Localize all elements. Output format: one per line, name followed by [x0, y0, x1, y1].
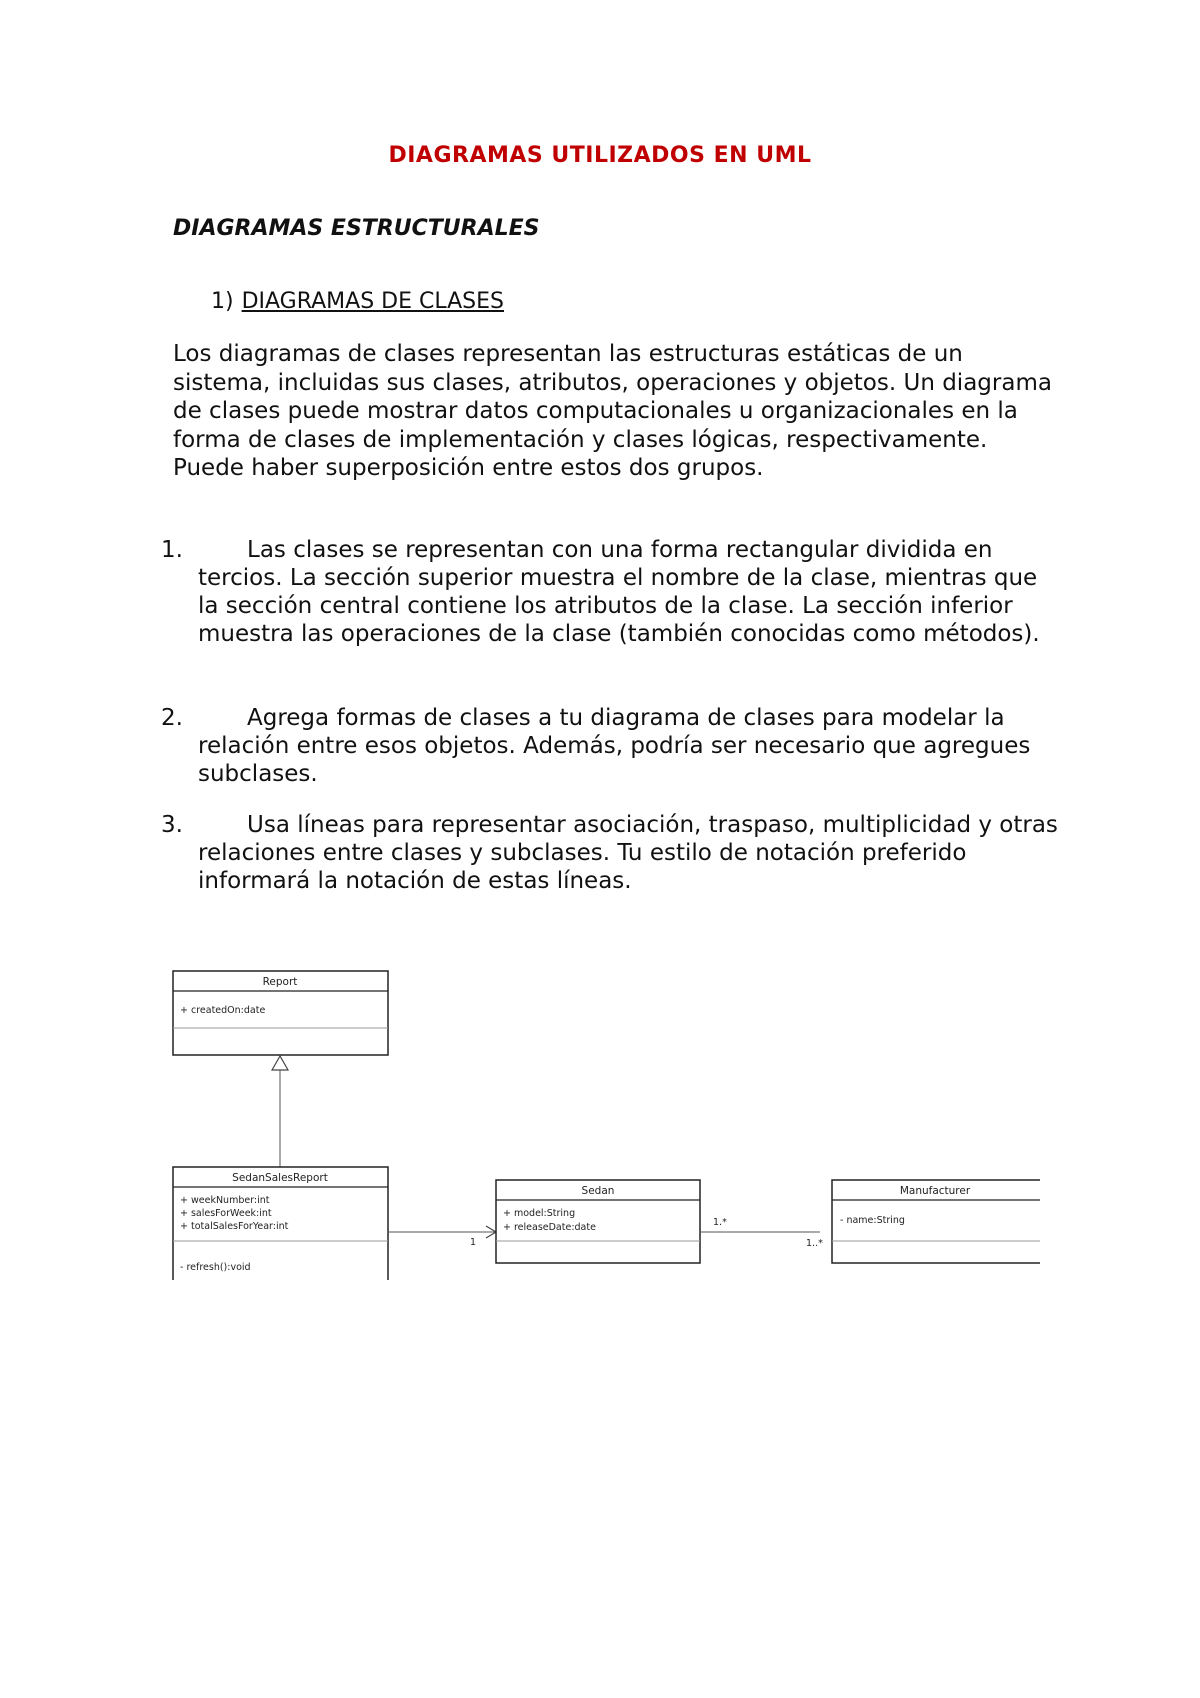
multiplicity-label: 1 [470, 1237, 477, 1248]
multiplicity-label: 1..* [806, 1238, 823, 1249]
generalization-triangle [272, 1056, 288, 1070]
class-report-name: Report [262, 976, 298, 988]
list-item-text: Las clases se representan con una forma rectangular dividida en tercios. La sección superior muestra el nombre de la clase, mientras que la sección central contiene los atributos de la clase. La sección inferior muestra las operaciones de la clase (también conocidas como métodos). [198, 537, 1040, 647]
list-item-number: 2. [161, 705, 183, 731]
class-attribute: - name:String [840, 1215, 905, 1226]
subsection-heading [211, 289, 504, 314]
class-attribute: + totalSalesForYear:int [180, 1221, 289, 1232]
class-sedan-name: Sedan [581, 1185, 615, 1197]
list-item [161, 811, 1061, 895]
list-item [161, 704, 1061, 788]
generalization-arrow [272, 1056, 288, 1167]
intro-paragraph: Los diagramas de clases representan las estructuras estáticas de un sistema, incluidas sus clases, atributos, operaciones y objetos. Un diagrama de clases puede mostrar datos computacionales u organizacionales en la forma de clases de implementación y clases lógicas, respectivamente. Puede haber superposición entre estos dos grupos. [173, 341, 1052, 482]
section-heading: DIAGRAMAS ESTRUCTURALES [173, 216, 540, 241]
class-report [173, 971, 388, 1055]
uml-class-diagram [170, 970, 1040, 1280]
class-attribute: + salesForWeek:int [180, 1208, 272, 1219]
subsection-number: 1) [211, 289, 234, 314]
class-sedan [496, 1180, 700, 1263]
class-attribute: + weekNumber:int [180, 1195, 270, 1206]
association-sedan-manufacturer [700, 1217, 823, 1249]
multiplicity-label: 1.* [713, 1217, 727, 1228]
class-attribute: + releaseDate:date [503, 1222, 596, 1233]
list-item [161, 536, 1061, 648]
class-attribute: + model:String [503, 1208, 576, 1219]
class-manufacturer-name: Manufacturer [899, 1185, 971, 1197]
subsection-label: DIAGRAMAS DE CLASES [241, 289, 505, 314]
class-manufacturer [832, 1180, 1040, 1263]
association-report-sedan [388, 1226, 496, 1248]
document-title: DIAGRAMAS UTILIZADOS EN UML [388, 143, 812, 168]
class-operation: - refresh():void [180, 1262, 251, 1273]
list-item-number: 1. [161, 537, 183, 563]
list-item-text: Agrega formas de clases a tu diagrama de clases para modelar la relación entre esos objetos. Además, podría ser necesario que agregues subclases. [198, 705, 1031, 787]
class-report-attribute: + createdOn:date [180, 1005, 266, 1016]
list-item-text: Usa líneas para representar asociación, traspaso, multiplicidad y otras relaciones entre clases y subclases. Tu estilo de notación preferido informará la notación de estas líneas. [198, 812, 1058, 894]
list-item-number: 3. [161, 812, 183, 838]
class-sedan-sales-report [173, 1167, 388, 1280]
class-sedan-sales-report-name: SedanSalesReport [232, 1172, 328, 1184]
